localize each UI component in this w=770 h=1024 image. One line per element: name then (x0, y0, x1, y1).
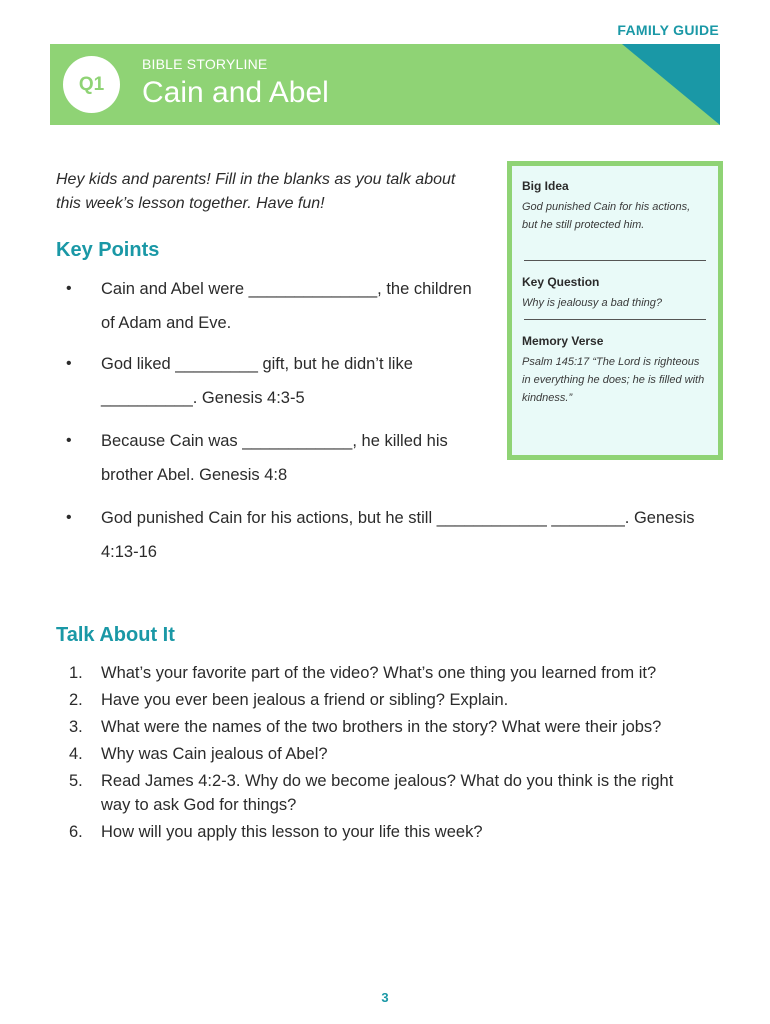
question-number: 2. (69, 691, 83, 709)
list-item (56, 272, 486, 340)
key-point-text: Because Cain was ____________, he killed his brother Abel. Genesis 4:8 (101, 432, 448, 484)
key-point-text: God liked _________ gift, but he didn’t like __________. Genesis 4:3-5 (101, 355, 413, 407)
list-item (56, 715, 676, 739)
question-text: What were the names of the two brothers in the story? What were their jobs? (101, 718, 662, 736)
list-item (56, 769, 676, 817)
list-item (56, 742, 676, 766)
lesson-badge: Q1 (63, 56, 120, 113)
bullet: • (66, 509, 72, 526)
list-item (56, 820, 676, 844)
list-item (56, 501, 711, 569)
list-item (56, 688, 676, 712)
list-item (56, 661, 676, 685)
key-question-section (522, 275, 708, 312)
key-points-heading: Key Points (56, 239, 160, 261)
page-number: 3 (381, 990, 389, 1005)
big-idea-text: God punished Cain for his actions, but he still protected him. (522, 201, 691, 231)
page-title: Cain and Abel (142, 76, 329, 109)
question-number: 4. (69, 745, 83, 763)
question-number: 3. (69, 718, 83, 736)
question-text: How will you apply this lesson to your life this week? (101, 823, 483, 841)
lesson-banner (50, 44, 720, 125)
question-text: Why was Cain jealous of Abel? (101, 745, 328, 763)
list-item (56, 347, 486, 415)
divider (524, 319, 706, 320)
question-text: What’s your favorite part of the video? What’s one thing you learned from it? (101, 664, 657, 682)
bullet: • (66, 355, 72, 372)
bullet: • (66, 280, 72, 297)
key-question-text: Why is jealousy a bad thing? (522, 297, 663, 309)
list-item (56, 424, 486, 492)
question-number: 5. (69, 772, 83, 790)
question-text: Read James 4:2-3. Why do we become jealous? What do you think is the right way to ask God for things? (101, 772, 674, 814)
series-label: BIBLE STORYLINE (142, 56, 268, 72)
big-idea-label: Big Idea (522, 179, 569, 193)
memory-verse-section (522, 334, 708, 407)
corner-triangle-decoration (622, 44, 720, 125)
discussion-questions-list (56, 661, 676, 847)
talk-about-it-heading: Talk About It (56, 624, 175, 646)
question-text: Have you ever been jealous a friend or sibling? Explain. (101, 691, 509, 709)
key-question-label: Key Question (522, 275, 600, 289)
key-point-text: Cain and Abel were ______________, the children of Adam and Eve. (101, 280, 472, 332)
family-guide-label: FAMILY GUIDE (617, 22, 719, 38)
key-point-text: God punished Cain for his actions, but he still ____________ ________. Genesis 4:13-16 (101, 509, 695, 561)
intro-text: Hey kids and parents! Fill in the blanks as you talk about this week’s lesson together. Have fun! (56, 171, 456, 212)
question-number: 6. (69, 823, 83, 841)
bullet: • (66, 432, 72, 449)
lesson-summary-box (507, 161, 723, 460)
memory-verse-label: Memory Verse (522, 334, 604, 348)
question-number: 1. (69, 664, 83, 682)
big-idea-section (522, 179, 708, 234)
divider (524, 260, 706, 261)
memory-verse-text: Psalm 145:17 “The Lord is righteous in everything he does; he is filled with kindness.” (522, 356, 705, 404)
